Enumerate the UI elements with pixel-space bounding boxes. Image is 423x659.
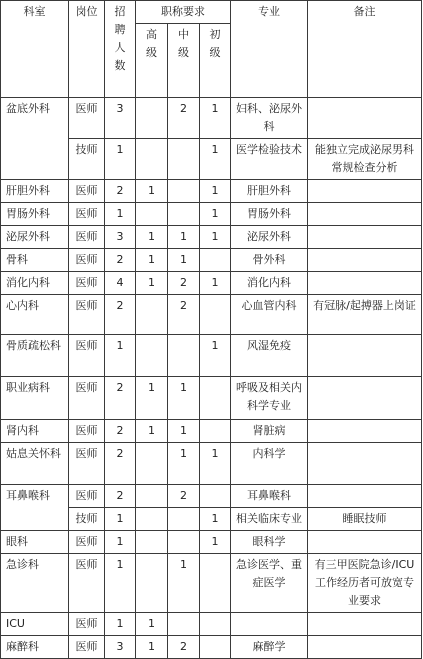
middle-cell <box>168 508 200 531</box>
middle-cell: 2 <box>168 295 200 335</box>
position-cell: 医师 <box>69 554 105 613</box>
senior-cell: 1 <box>136 613 168 636</box>
remarks-cell <box>308 272 422 295</box>
count-cell: 2 <box>105 295 136 335</box>
junior-cell: 1 <box>200 531 231 554</box>
middle-cell: 1 <box>168 249 200 272</box>
count-cell: 1 <box>105 531 136 554</box>
senior-cell <box>136 139 168 180</box>
major-cell: 眼科学 <box>231 531 308 554</box>
dept-cell: 肾内科 <box>1 420 69 443</box>
position-cell: 医师 <box>69 295 105 335</box>
major-cell: 胃肠外科 <box>231 203 308 226</box>
major-cell: 内科学 <box>231 443 308 485</box>
count-cell: 3 <box>105 226 136 249</box>
remarks-cell <box>308 180 422 203</box>
dept-cell: 消化内科 <box>1 272 69 295</box>
senior-cell <box>136 531 168 554</box>
junior-cell: 1 <box>200 180 231 203</box>
table-row <box>1 613 422 636</box>
junior-cell: 1 <box>200 98 231 139</box>
senior-cell: 1 <box>136 272 168 295</box>
major-cell: 医学检验技术 <box>231 139 308 180</box>
major-cell: 相关临床专业 <box>231 508 308 531</box>
junior-cell: 1 <box>200 508 231 531</box>
major-cell: 急诊医学、重症医学 <box>231 554 308 613</box>
count-cell: 2 <box>105 420 136 443</box>
senior-cell <box>136 98 168 139</box>
remarks-cell <box>308 335 422 377</box>
header-senior: 高级 <box>136 24 168 98</box>
middle-cell: 1 <box>168 554 200 613</box>
junior-cell: 1 <box>200 203 231 226</box>
senior-cell <box>136 203 168 226</box>
table-body <box>1 1 422 659</box>
senior-cell <box>136 443 168 485</box>
junior-cell <box>200 420 231 443</box>
table-row <box>1 180 422 203</box>
table-row <box>1 203 422 226</box>
middle-cell <box>168 180 200 203</box>
dept-cell: 骨科 <box>1 249 69 272</box>
middle-cell: 1 <box>168 443 200 485</box>
remarks-cell <box>308 613 422 636</box>
remarks-cell <box>308 377 422 420</box>
remarks-cell <box>308 249 422 272</box>
major-cell: 泌尿外科 <box>231 226 308 249</box>
remarks-cell: 睡眠技师 <box>308 508 422 531</box>
position-cell: 医师 <box>69 420 105 443</box>
count-cell: 1 <box>105 613 136 636</box>
position-cell: 医师 <box>69 226 105 249</box>
middle-cell: 1 <box>168 420 200 443</box>
dept-cell: ICU <box>1 613 69 636</box>
count-cell: 3 <box>105 636 136 659</box>
position-cell: 医师 <box>69 98 105 139</box>
senior-cell: 1 <box>136 180 168 203</box>
major-cell: 肝胆外科 <box>231 180 308 203</box>
remarks-cell <box>308 443 422 485</box>
senior-cell: 1 <box>136 249 168 272</box>
count-cell: 2 <box>105 443 136 485</box>
dept-cell: 耳鼻喉科 <box>1 485 69 531</box>
junior-cell <box>200 613 231 636</box>
remarks-cell: 能独立完成泌尿男科常规检查分析 <box>308 139 422 180</box>
senior-cell: 1 <box>136 636 168 659</box>
remarks-cell: 有三甲医院急诊/ICU工作经历者可放宽专业要求 <box>308 554 422 613</box>
major-cell: 心血管内科 <box>231 295 308 335</box>
junior-cell <box>200 295 231 335</box>
dept-cell: 胃肠外科 <box>1 203 69 226</box>
count-cell: 1 <box>105 554 136 613</box>
junior-cell: 1 <box>200 272 231 295</box>
count-cell: 2 <box>105 180 136 203</box>
position-cell: 医师 <box>69 377 105 420</box>
count-cell: 4 <box>105 272 136 295</box>
dept-cell: 麻醉科 <box>1 636 69 659</box>
remarks-cell <box>308 636 422 659</box>
count-cell: 1 <box>105 203 136 226</box>
header-row <box>1 1 422 24</box>
table-row <box>1 377 422 420</box>
junior-cell: 1 <box>200 226 231 249</box>
major-cell: 麻醉学 <box>231 636 308 659</box>
junior-cell: 1 <box>200 443 231 485</box>
remarks-cell: 有冠脉/起搏器上岗证 <box>308 295 422 335</box>
major-cell: 肾脏病 <box>231 420 308 443</box>
dept-cell: 职业病科 <box>1 377 69 420</box>
position-cell: 技师 <box>69 508 105 531</box>
senior-cell <box>136 335 168 377</box>
table-row <box>1 98 422 139</box>
junior-cell <box>200 636 231 659</box>
count-cell: 3 <box>105 98 136 139</box>
header-remarks: 备注 <box>308 1 422 98</box>
dept-cell: 心内科 <box>1 295 69 335</box>
middle-cell <box>168 203 200 226</box>
remarks-cell <box>308 531 422 554</box>
position-cell: 医师 <box>69 335 105 377</box>
remarks-cell <box>308 226 422 249</box>
table-row <box>1 485 422 508</box>
remarks-cell <box>308 203 422 226</box>
position-cell: 医师 <box>69 443 105 485</box>
count-cell: 2 <box>105 249 136 272</box>
table-row <box>1 249 422 272</box>
count-cell: 1 <box>105 508 136 531</box>
junior-cell <box>200 249 231 272</box>
header-major: 专业 <box>231 1 308 98</box>
table-row <box>1 554 422 613</box>
major-cell: 呼吸及相关内科学专业 <box>231 377 308 420</box>
middle-cell: 2 <box>168 485 200 508</box>
position-cell: 技师 <box>69 139 105 180</box>
senior-cell: 1 <box>136 226 168 249</box>
count-cell: 2 <box>105 485 136 508</box>
junior-cell: 1 <box>200 335 231 377</box>
table-row <box>1 335 422 377</box>
table-row <box>1 420 422 443</box>
count-cell: 1 <box>105 139 136 180</box>
junior-cell <box>200 554 231 613</box>
senior-cell <box>136 295 168 335</box>
dept-cell: 骨质疏松科 <box>1 335 69 377</box>
table-row <box>1 443 422 485</box>
middle-cell: 1 <box>168 226 200 249</box>
position-cell: 医师 <box>69 180 105 203</box>
middle-cell: 2 <box>168 98 200 139</box>
position-cell: 医师 <box>69 249 105 272</box>
major-cell: 消化内科 <box>231 272 308 295</box>
dept-cell: 泌尿外科 <box>1 226 69 249</box>
header-count: 招聘人数 <box>105 1 136 98</box>
middle-cell <box>168 531 200 554</box>
junior-cell <box>200 377 231 420</box>
position-cell: 医师 <box>69 485 105 508</box>
table-row <box>1 531 422 554</box>
junior-cell: 1 <box>200 139 231 180</box>
middle-cell <box>168 613 200 636</box>
header-dept: 科室 <box>1 1 69 98</box>
remarks-cell <box>308 98 422 139</box>
position-cell: 医师 <box>69 531 105 554</box>
middle-cell <box>168 335 200 377</box>
remarks-cell <box>308 420 422 443</box>
header-position: 岗位 <box>69 1 105 98</box>
table-row <box>1 226 422 249</box>
header-middle: 中级 <box>168 24 200 98</box>
table-row <box>1 295 422 335</box>
senior-cell: 1 <box>136 377 168 420</box>
dept-cell: 盆底外科 <box>1 98 69 180</box>
position-cell: 医师 <box>69 272 105 295</box>
middle-cell: 2 <box>168 636 200 659</box>
senior-cell <box>136 554 168 613</box>
major-cell: 妇科、泌尿外科 <box>231 98 308 139</box>
table-row <box>1 636 422 659</box>
position-cell: 医师 <box>69 203 105 226</box>
middle-cell: 2 <box>168 272 200 295</box>
senior-cell: 1 <box>136 420 168 443</box>
header-junior: 初级 <box>200 24 231 98</box>
table-row <box>1 272 422 295</box>
junior-cell <box>200 485 231 508</box>
count-cell: 1 <box>105 335 136 377</box>
header-title-requirement: 职称要求 <box>136 1 231 24</box>
major-cell: 骨外科 <box>231 249 308 272</box>
dept-cell: 急诊科 <box>1 554 69 613</box>
remarks-cell <box>308 485 422 508</box>
major-cell: 风湿免疫 <box>231 335 308 377</box>
major-cell: 耳鼻喉科 <box>231 485 308 508</box>
middle-cell: 1 <box>168 377 200 420</box>
position-cell: 医师 <box>69 636 105 659</box>
dept-cell: 姑息关怀科 <box>1 443 69 485</box>
dept-cell: 肝胆外科 <box>1 180 69 203</box>
dept-cell: 眼科 <box>1 531 69 554</box>
count-cell: 2 <box>105 377 136 420</box>
middle-cell <box>168 139 200 180</box>
position-cell: 医师 <box>69 613 105 636</box>
senior-cell <box>136 508 168 531</box>
major-cell <box>231 613 308 636</box>
senior-cell <box>136 485 168 508</box>
